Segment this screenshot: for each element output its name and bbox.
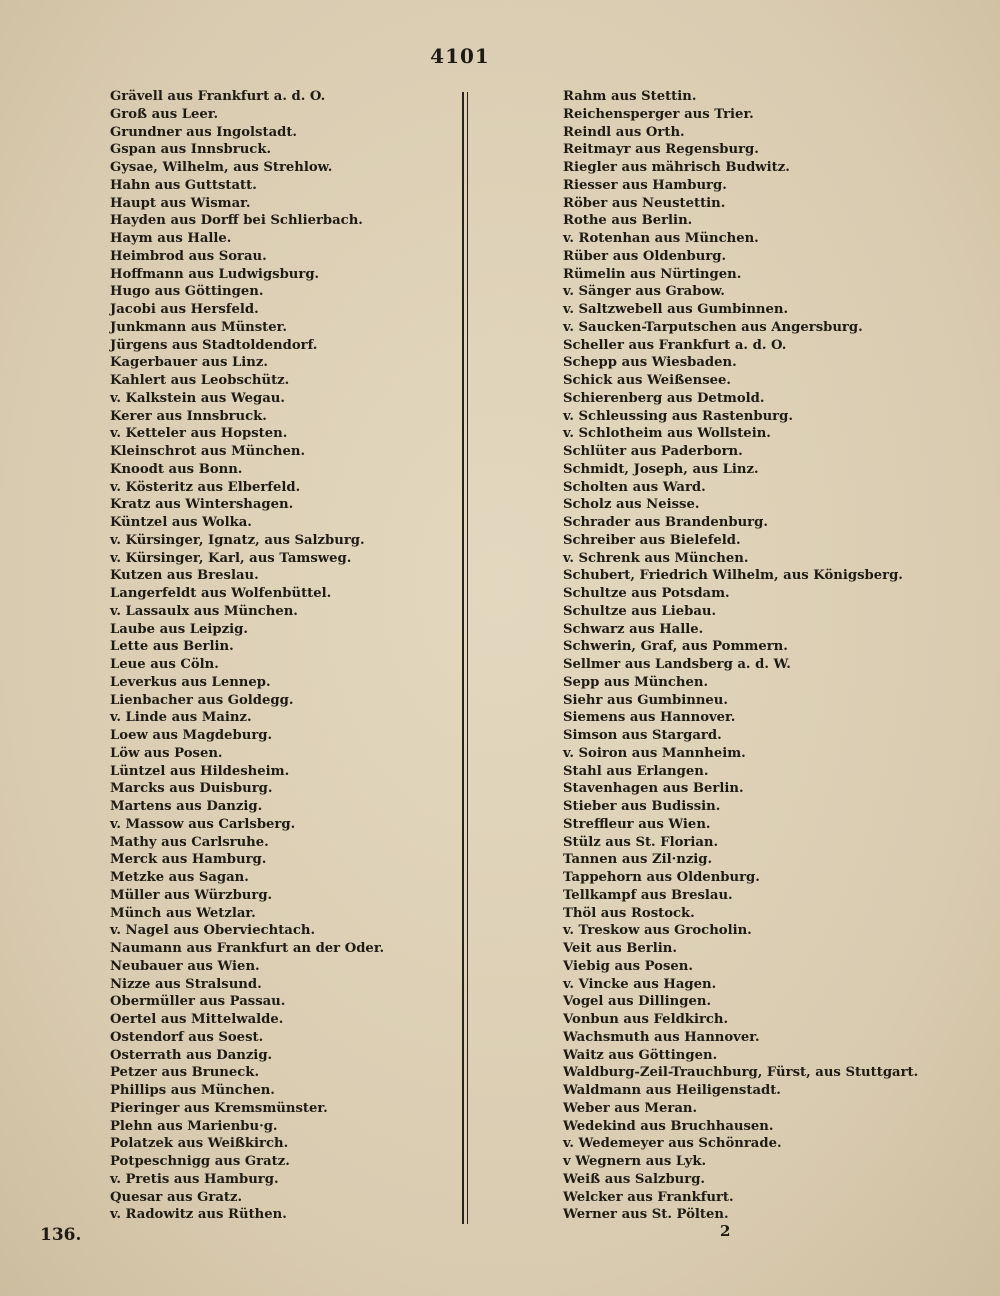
name-entry: Streffleur aus Wien.: [563, 816, 711, 832]
name-entry: Obermüller aus Passau.: [110, 994, 286, 1010]
name-entry: Hahn aus Guttstatt.: [110, 177, 257, 193]
name-entry: Rüber aus Oldenburg.: [563, 248, 727, 264]
name-entry: v. Schlotheim aus Wollstein.: [563, 426, 771, 442]
name-entry: Petzer aus Bruneck.: [110, 1065, 260, 1081]
right-name-column: [563, 88, 943, 1224]
name-entry: Waldmann aus Heiligenstadt.: [563, 1083, 781, 1098]
left-name-column: [110, 88, 455, 1224]
name-entry: Kutzen aus Breslau.: [110, 568, 259, 584]
name-entry: Schick aus Weißensee.: [563, 373, 731, 388]
name-entry: Riegler aus mährisch Budwitz.: [563, 160, 790, 175]
page-number: 4101: [430, 44, 490, 68]
name-entry: Scholten aus Ward.: [563, 479, 706, 495]
name-entry: Schrader aus Brandenburg.: [563, 515, 768, 530]
name-entry: v Wegnern aus Lyk.: [563, 1154, 707, 1169]
name-entry: Lienbacher aus Goldegg.: [110, 692, 294, 708]
name-entry: v. Schrenk aus München.: [563, 550, 749, 566]
name-entry: v. Sänger aus Grabow.: [563, 284, 725, 300]
name-entry: Tappehorn aus Oldenburg.: [563, 870, 760, 885]
name-entry: Weiß aus Salzburg.: [563, 1171, 706, 1187]
name-entry: Münch aus Wetzlar.: [110, 905, 256, 921]
name-entry: Stahl aus Erlangen.: [563, 763, 709, 779]
name-entry: Rümelin aus Nürtingen.: [563, 266, 742, 282]
name-entry: Schlüter aus Paderborn.: [563, 444, 743, 459]
name-entry: Tellkampf aus Breslau.: [563, 887, 733, 903]
name-entry: Leue aus Cöln.: [110, 657, 219, 672]
name-entry: Potpeschnigg aus Gratz.: [110, 1154, 290, 1169]
name-entry: Röber aus Neustettin.: [563, 195, 726, 211]
name-entry: Langerfeldt aus Wolfenbüttel.: [110, 586, 332, 601]
name-entry: Rothe aus Berlin.: [563, 213, 693, 229]
name-entry: Stieber aus Budissin.: [563, 799, 721, 814]
name-entry: v. Saucken-Tarputschen aus Angersburg.: [563, 319, 863, 335]
name-entry: Junkmann aus Münster.: [110, 319, 287, 335]
name-entry: v. Wedemeyer aus Schönrade.: [563, 1136, 782, 1152]
name-entry: Scheller aus Frankfurt a. d. O.: [563, 337, 787, 353]
name-entry: Veit aus Berlin.: [563, 941, 677, 956]
name-entry: Plehn aus Marienbu·g.: [110, 1118, 278, 1134]
name-entry: Lüntzel aus Hildesheim.: [110, 763, 290, 779]
name-entry: Waitz aus Göttingen.: [563, 1047, 718, 1063]
name-entry: Kleinschrot aus München.: [110, 444, 306, 459]
name-entry: Quesar aus Gratz.: [110, 1189, 243, 1205]
name-entry: Simson aus Stargard.: [563, 728, 722, 743]
name-entry: v. Kösteritz aus Elberfeld.: [110, 479, 301, 495]
name-entry: Schubert, Friedrich Wilhelm, aus Königsberg.: [563, 568, 903, 584]
name-entry: Polatzek aus Weißkirch.: [110, 1136, 289, 1152]
name-entry: Vonbun aus Feldkirch.: [563, 1012, 729, 1027]
name-entry: Hayden aus Dorff bei Schlierbach.: [110, 213, 363, 229]
name-entry: Riesser aus Hamburg.: [563, 177, 727, 193]
name-entry: Knoodt aus Bonn.: [110, 461, 243, 477]
name-entry: Wedekind aus Bruchhausen.: [563, 1118, 774, 1134]
name-entry: Reitmayr aus Regensburg.: [563, 142, 759, 158]
name-entry: v. Treskow aus Grocholin.: [563, 923, 752, 939]
name-entry: Hugo aus Göttingen.: [110, 284, 264, 300]
name-entry: Viebig aus Posen.: [563, 958, 693, 974]
name-entry: Welcker aus Frankfurt.: [563, 1189, 734, 1205]
name-entry: v. Vincke aus Hagen.: [563, 976, 717, 992]
name-entry: Werner aus St. Pölten.: [563, 1207, 729, 1223]
name-entry: v. Radowitz aus Rüthen.: [110, 1207, 287, 1223]
name-entry: Scholz aus Neisse.: [563, 497, 700, 513]
name-entry: Sellmer aus Landsberg a. d. W.: [563, 657, 791, 672]
name-entry: v. Saltzwebell aus Gumbinnen.: [563, 302, 789, 317]
name-entry: Stavenhagen aus Berlin.: [563, 781, 744, 797]
name-entry: Grundner aus Ingolstadt.: [110, 124, 298, 140]
column-divider-rule: [462, 92, 468, 1224]
sheet-mark: 2: [720, 1222, 731, 1240]
name-entry: Gysae, Wilhelm, aus Strehlow.: [110, 160, 333, 175]
name-entry: Lette aus Berlin.: [110, 639, 234, 655]
name-entry: Schreiber aus Bielefeld.: [563, 532, 741, 548]
name-entry: v. Ketteler aus Hopsten.: [110, 426, 288, 442]
name-entry: Nizze aus Stralsund.: [110, 976, 262, 992]
name-entry: Neubauer aus Wien.: [110, 958, 260, 974]
name-entry: Jacobi aus Hersfeld.: [110, 302, 259, 317]
name-entry: Laube aus Leipzig.: [110, 621, 248, 637]
name-entry: Schwerin, Graf, aus Pommern.: [563, 639, 788, 655]
name-entry: v. Nagel aus Oberviechtach.: [110, 923, 316, 939]
name-entry: Schmidt, Joseph, aus Linz.: [563, 461, 759, 477]
name-entry: Heimbrod aus Sorau.: [110, 248, 267, 264]
name-entry: Schwarz aus Halle.: [563, 621, 704, 637]
name-entry: v. Kürsinger, Karl, aus Tamsweg.: [110, 550, 352, 566]
name-entry: Thöl aus Rostock.: [563, 905, 695, 921]
name-entry: Schierenberg aus Detmold.: [563, 390, 765, 406]
name-entry: Kahlert aus Leobschütz.: [110, 373, 290, 388]
name-entry: Loew aus Magdeburg.: [110, 728, 273, 743]
name-entry: Grävell aus Frankfurt a. d. O.: [110, 89, 326, 104]
name-entry: Rahm aus Stettin.: [563, 89, 697, 104]
name-entry: Siemens aus Hannover.: [563, 710, 736, 726]
name-entry: Hoffmann aus Ludwigsburg.: [110, 266, 320, 282]
name-entry: Weber aus Meran.: [563, 1100, 698, 1116]
name-entry: Pieringer aus Kremsmünster.: [110, 1100, 328, 1116]
name-entry: Mathy aus Carlsruhe.: [110, 834, 269, 850]
name-entry: Küntzel aus Wolka.: [110, 515, 252, 530]
name-entry: Löw aus Posen.: [110, 745, 223, 761]
name-entry: Siehr aus Gumbinneu.: [563, 692, 728, 708]
name-entry: v. Lassaulx aus München.: [110, 603, 298, 619]
name-entry: Waldburg-Zeil-Trauchburg, Fürst, aus Stuttgart.: [563, 1065, 919, 1081]
name-entry: v. Rotenhan aus München.: [563, 231, 759, 246]
name-entry: Reichensperger aus Trier.: [563, 106, 754, 122]
name-entry: Müller aus Würzburg.: [110, 887, 273, 903]
name-entry: Marcks aus Duisburg.: [110, 781, 273, 797]
name-entry: Gspan aus Innsbruck.: [110, 142, 272, 158]
name-entry: Osterrath aus Danzig.: [110, 1047, 273, 1063]
name-entry: Naumann aus Frankfurt an der Oder.: [110, 941, 385, 956]
name-entry: Stülz aus St. Florian.: [563, 834, 719, 850]
name-entry: Groß aus Leer.: [110, 106, 219, 122]
name-entry: Kratz aus Wintershagen.: [110, 497, 294, 513]
name-entry: v. Kürsinger, Ignatz, aus Salzburg.: [110, 532, 365, 548]
name-entry: Wachsmuth aus Hannover.: [563, 1029, 760, 1045]
name-entry: Haym aus Halle.: [110, 231, 232, 246]
name-entry: Kagerbauer aus Linz.: [110, 355, 268, 371]
name-entry: Sepp aus München.: [563, 674, 709, 690]
name-entry: v. Kalkstein aus Wegau.: [110, 390, 285, 406]
name-entry: v. Schleussing aus Rastenburg.: [563, 408, 793, 424]
name-entry: Schepp aus Wiesbaden.: [563, 355, 737, 371]
name-entry: Schultze aus Liebau.: [563, 603, 717, 619]
name-entry: Reindl aus Orth.: [563, 124, 685, 140]
name-entry: Leverkus aus Lennep.: [110, 674, 271, 690]
name-entry: Jürgens aus Stadtoldendorf.: [110, 337, 318, 353]
name-entry: v. Linde aus Mainz.: [110, 710, 252, 726]
name-entry: Vogel aus Dillingen.: [563, 994, 712, 1010]
name-entry: Ostendorf aus Soest.: [110, 1029, 264, 1045]
signature-mark: 136.: [40, 1225, 82, 1245]
name-entry: v. Massow aus Carlsberg.: [110, 816, 296, 832]
name-entry: Metzke aus Sagan.: [110, 870, 249, 885]
name-entry: Haupt aus Wismar.: [110, 195, 251, 211]
name-entry: v. Pretis aus Hamburg.: [110, 1171, 279, 1187]
name-entry: Kerer aus Innsbruck.: [110, 408, 267, 424]
name-entry: Oertel aus Mittelwalde.: [110, 1012, 284, 1027]
name-entry: Tannen aus Zil·nzig.: [563, 852, 713, 868]
name-entry: Martens aus Danzig.: [110, 799, 263, 814]
name-entry: Schultze aus Potsdam.: [563, 586, 730, 601]
name-entry: Merck aus Hamburg.: [110, 852, 267, 868]
name-entry: v. Soiron aus Mannheim.: [563, 745, 746, 761]
name-entry: Phillips aus München.: [110, 1083, 275, 1098]
